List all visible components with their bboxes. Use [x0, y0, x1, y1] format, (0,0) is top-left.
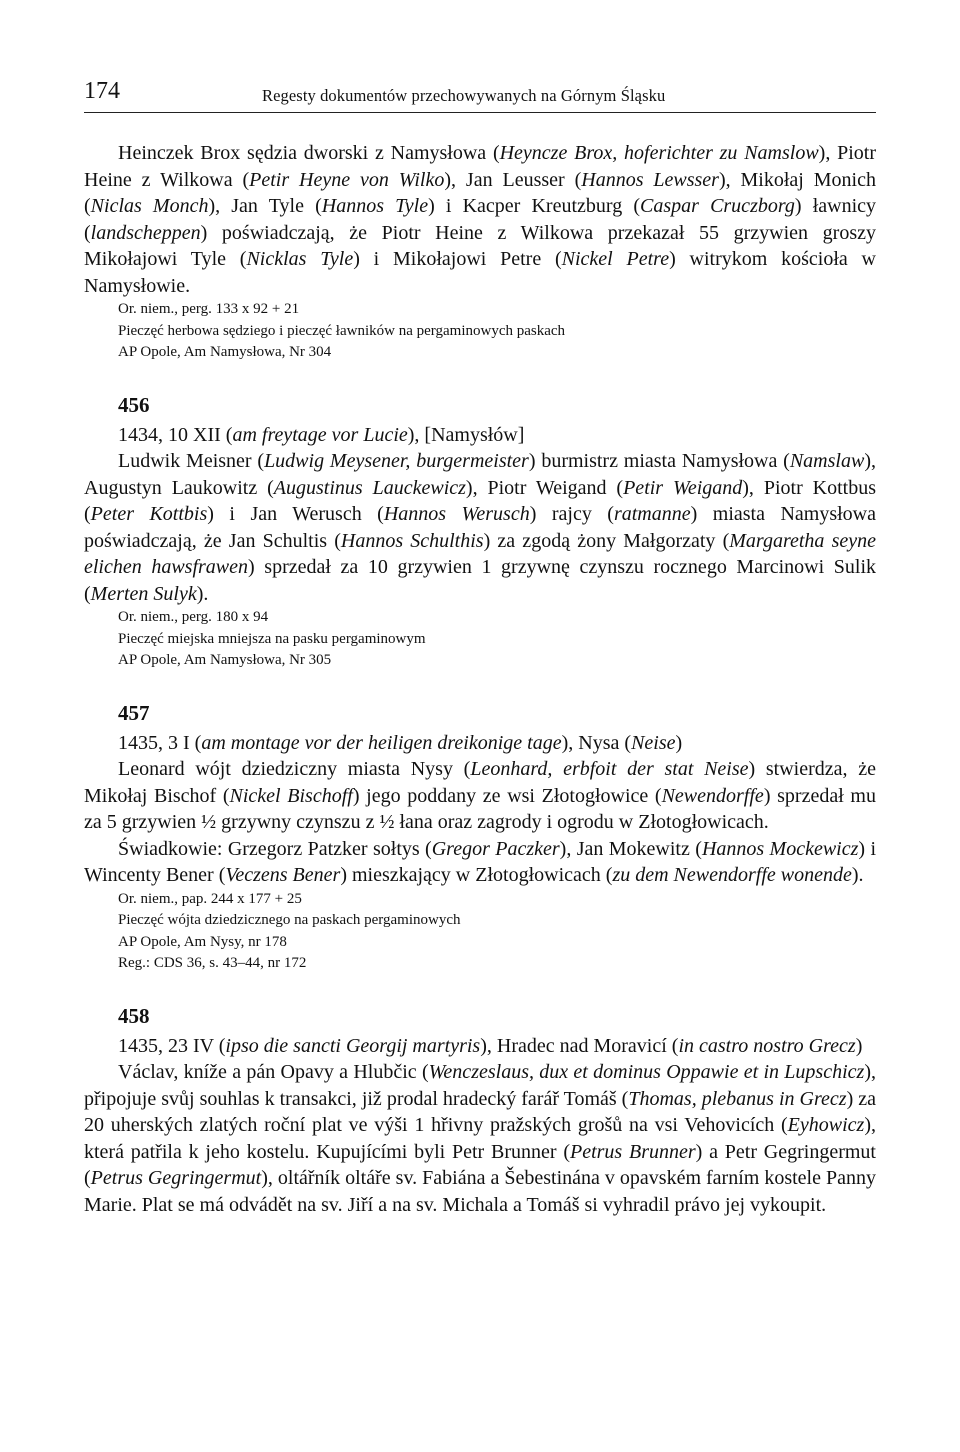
entry-body: Heinczek Brox sędzia dworski z Namysłowa (Heyncze Brox, hoferichter zu Namslow), Piotr Heine z Wilkowa (Petir Heyne von Wilko), Jan Leusser (Hannos Lewsser), Mikołaj Monich (Niclas Monch), Jan Tyle (Hannos Tyle) i Kacper Kreutzburg (Caspar Cruczborg) ławnicy (landscheppen) poświadczają, że Piotr Heine z Wilkowa przekazał 55 grzywien groszy Mikołajowi Tyle (Nicklas Tyle) i Mikołajowi Petre (Nickel Petre) witrykom kościoła w Namysłowie.	[84, 142, 877, 297]
entry-meta	[84, 889, 876, 975]
latin-german-term: Thomas, plebanus in Grecz	[628, 1087, 847, 1110]
meta-line: Pieczęć miejska mniejsza na pasku pergaminowym	[118, 630, 426, 647]
latin-german-term: Petir Heyne von Wilko	[249, 168, 445, 191]
meta-line: Pieczęć wójta dziedzicznego na paskach pergaminowych	[118, 912, 461, 928]
entry-body: Václav, kníže a pán Opavy a Hlubčic (Wenczeslaus, dux et dominus Oppawie et in Lupschicz), připojuje svůj souhlas k transakci, již prodal hradecký farář Tomáš (Thomas, plebanus in Grecz) za 20 uherských zlatých roční plat ve výši 1 hřivny pražských grošů na vsi Vehovicích (Eyhowicz), která patřila k jeho kostelu. Kupujícími byli Petr Brunner (Petrus Brunner) a Petr Gegringermut (Petrus Gegringermut), oltářník oltáře sv. Fabiána a Šebestinána v opavském farním kostele Panny Marie. Plat se má odvádět na sv. Jiří a na sv. Michala a Tomáš si vyhradil právo jej vykoupit.	[84, 1061, 876, 1216]
latin-german-term: Namslaw	[789, 450, 865, 472]
entry-456	[84, 392, 876, 672]
latin-german-term: am montage vor der heiligen dreikonige tage	[201, 731, 562, 754]
latin-german-term: ratmanne	[613, 503, 691, 525]
latin-german-term: Nickel Bischoff	[229, 784, 353, 807]
latin-german-term: Margaretha seyne elichen hawsfrawen	[84, 529, 876, 578]
latin-german-term: Hannos Lewsser	[581, 168, 719, 191]
latin-german-term: in castro nostro Grecz	[678, 1034, 856, 1057]
latin-german-term: Eyhowicz	[787, 1114, 865, 1136]
latin-german-term: Heyncze Brox, hoferichter zu Namslow	[499, 142, 819, 164]
meta-line: Or. niem., perg. 133 x 92 + 21	[118, 301, 300, 317]
meta-line: AP Opole, Am Namysłowa, Nr 305	[118, 652, 332, 668]
running-title: Regesty dokumentów przechowywanych na Górnym Śląsku	[262, 86, 666, 105]
latin-german-term: Hannos Werusch	[383, 503, 530, 525]
latin-german-term: Petrus Gegringermut	[90, 1167, 262, 1189]
latin-german-term: Wenczeslaus, dux et dominus Oppawie et in Lupschicz	[428, 1061, 865, 1083]
entry-body: Ludwik Meisner (Ludwig Meysener, burgermeister) burmistrz miasta Namysłowa (Namslaw), Augustyn Laukowitz (Augustinus Lauckewicz), Piotr Weigand (Petir Weigand), Piotr Kottbus (Peter Kottbis) i Jan Werusch (Hannos Werusch) rajcy (ratmanne) miasta Namysłowa poświadczają, że Jan Schultis (Hannos Schulthis) za zgodą żony Małgorzaty (Margaretha seyne elichen hawsfrawen) sprzedał za 10 grzywien 1 grzywnę czynszu rocznego Marcinowi Sulik (Merten Sulyk).	[84, 450, 877, 605]
latin-german-term: Nicklas Tyle	[246, 248, 354, 270]
latin-german-term: Veczens Bener	[225, 864, 341, 886]
latin-german-term: Gregor Paczker	[431, 837, 560, 860]
latin-german-term: Peter Kottbis	[90, 503, 208, 525]
latin-german-term: Petrus Brunner	[570, 1140, 696, 1163]
page-header	[84, 76, 876, 113]
entry-458	[84, 1003, 876, 1219]
entry-number: 456	[118, 392, 150, 417]
meta-line: Or. niem., pap. 244 x 177 + 25	[118, 890, 302, 907]
latin-german-term: Augustinus Lauckewicz	[273, 476, 466, 499]
entry-meta	[84, 299, 876, 364]
entry-457	[84, 700, 876, 975]
entry-body: Leonard wójt dziedziczny miasta Nysy (Leonhard, erbfoit der stat Neise) stwierdza, że Mikołaj Bischof (Nickel Bischoff) jego poddany ze wsi Złotogłowice (Newendorffe) sprzedał mu za 5 grzywien ½ grzywny czynszu z ½ łana oraz zagrody i ogrodu w Złotogłowicach.	[84, 758, 876, 833]
entry-date-place: 1435, 3 I (am montage vor der heiligen dreikonige tage), Nysa (Neise)	[118, 731, 683, 754]
meta-line: AP Opole, Am Nysy, nr 178	[118, 933, 287, 950]
entry-number: 458	[118, 1003, 150, 1028]
latin-german-term: Neise	[631, 731, 676, 754]
latin-german-term: Nickel Petre	[561, 248, 670, 270]
latin-german-term: ipso die sancti Georgij martyris	[225, 1034, 481, 1057]
entry-witnesses: Świadkowie: Grzegorz Patzker sołtys (Gregor Paczker), Jan Mokewitz (Hannos Mockewicz) i Wincenty Bener (Veczens Bener) mieszkający w Złotogłowicach (zu dem Newendorffe wonende).	[84, 837, 877, 886]
meta-line: AP Opole, Am Namysłowa, Nr 304	[118, 344, 332, 360]
meta-line: Reg.: CDS 36, s. 43–44, nr 172	[118, 955, 307, 971]
latin-german-term: zu dem Newendorffe wonende	[612, 864, 852, 886]
page-content	[84, 140, 876, 1218]
entry-date-place: 1434, 10 XII (am freytage vor Lucie), [Namysłów]	[118, 423, 525, 446]
latin-german-term: Hannos Mockewicz	[701, 837, 859, 860]
entry-number: 457	[118, 700, 150, 725]
meta-line: Pieczęć herbowa sędziego i pieczęć ławników na pergaminowych paskach	[118, 322, 566, 339]
latin-german-term: Niclas Monch	[90, 195, 209, 217]
latin-german-term: Petir Weigand	[623, 476, 743, 499]
latin-german-term: Hannos Tyle	[321, 195, 429, 217]
latin-german-term: landscheppen	[90, 221, 201, 244]
page-number: 174	[84, 78, 120, 104]
latin-german-term: Merten Sulyk	[90, 582, 197, 605]
latin-german-term: Ludwig Meysener, burgermeister	[264, 450, 529, 472]
latin-german-term: Leonhard, erbfoit der stat Neise	[470, 758, 749, 780]
latin-german-term: Newendorffe	[661, 784, 764, 807]
entry-meta	[84, 607, 876, 672]
latin-german-term: Hannos Schulthis	[340, 529, 484, 552]
continuation-entry	[84, 140, 876, 364]
latin-german-term: Caspar Cruczborg	[640, 195, 795, 217]
meta-line: Or. niem., perg. 180 x 94	[118, 609, 269, 625]
entry-date-place: 1435, 23 IV (ipso die sancti Georgij martyris), Hradec nad Moravicí (in castro nostro Grecz)	[118, 1034, 863, 1057]
latin-german-term: am freytage vor Lucie	[232, 423, 408, 446]
